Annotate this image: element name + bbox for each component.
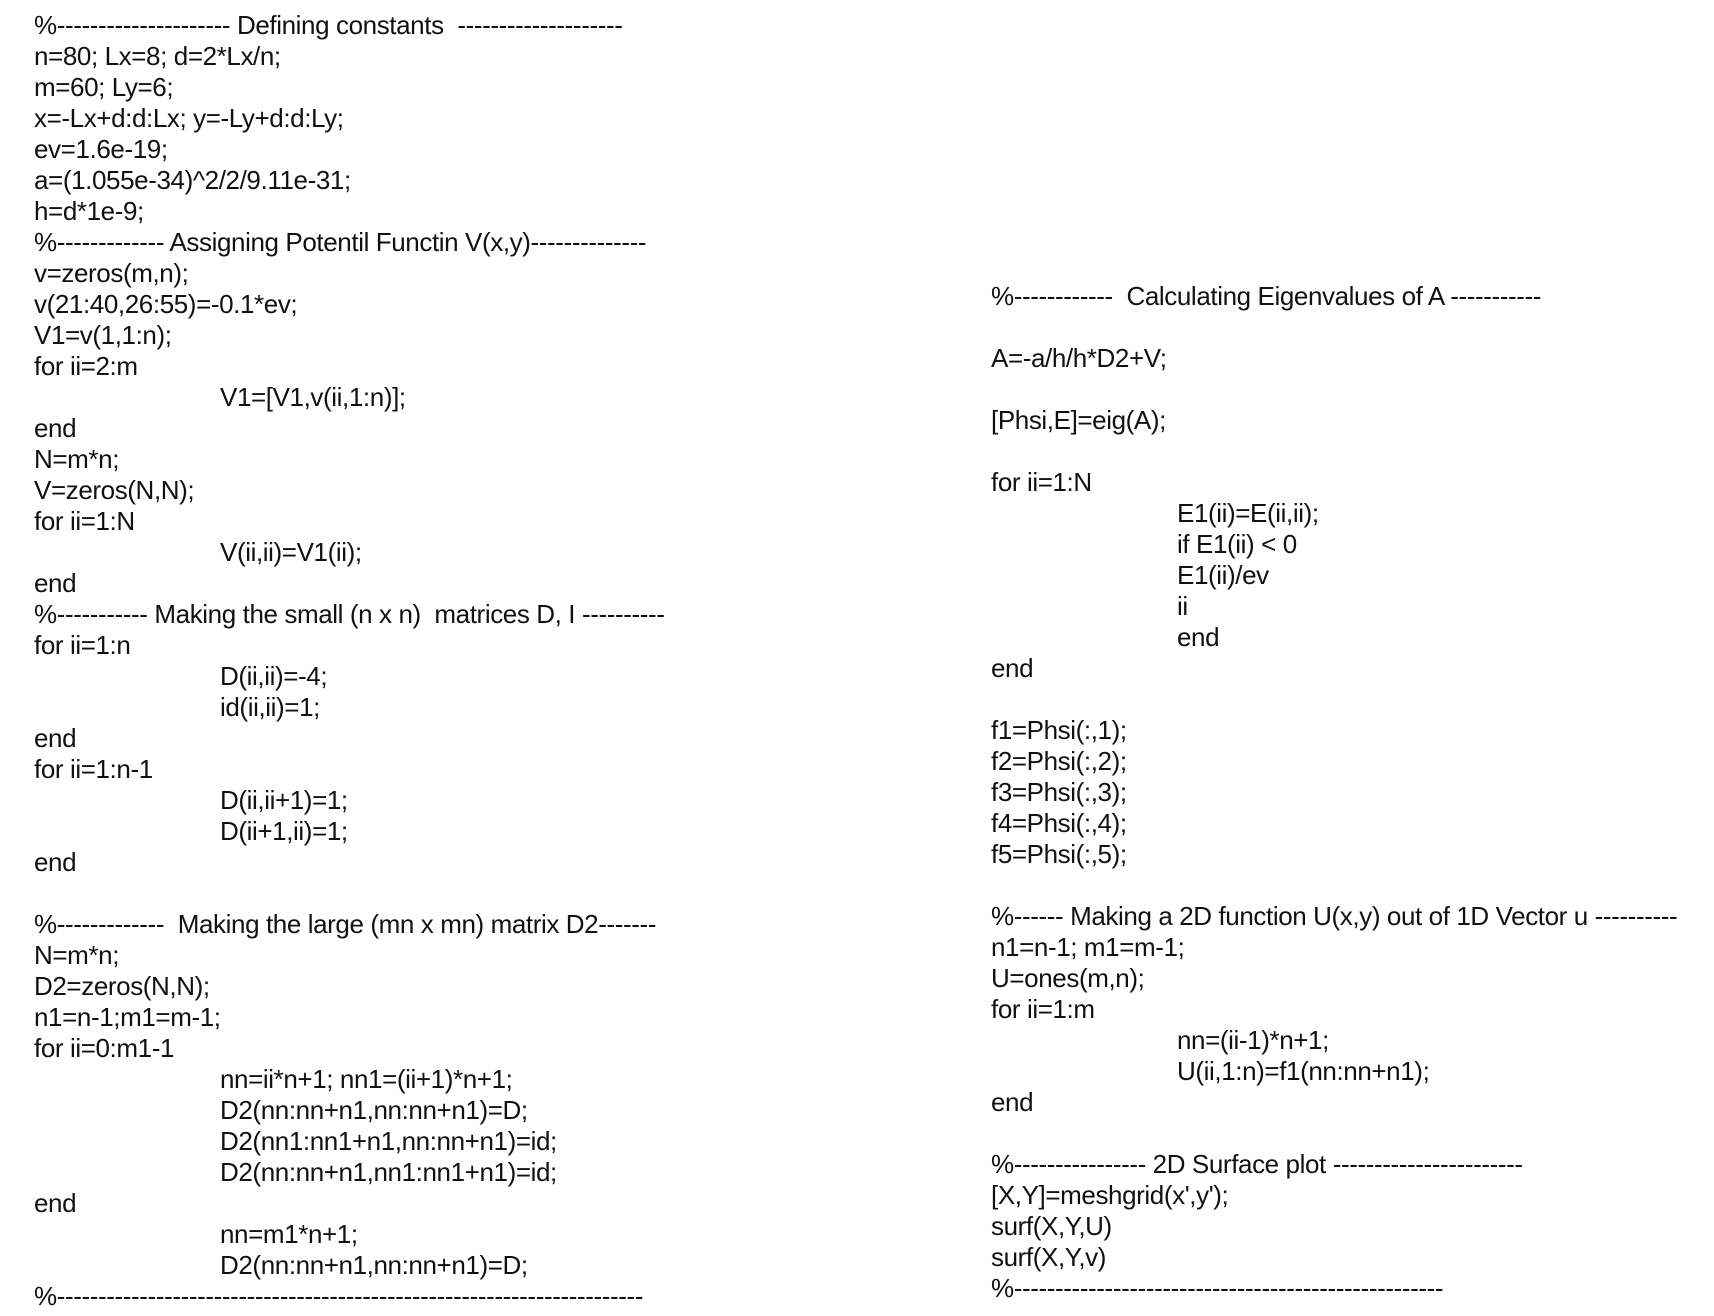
code-line: U=ones(m,n); xyxy=(991,963,1145,993)
code-line: m=60; Ly=6; xyxy=(34,72,174,102)
code-line: f4=Phsi(:,4); xyxy=(991,808,1127,838)
code-line-comment: %------------- Making the large (mn x mn) matrix D2------- xyxy=(34,909,657,939)
code-line: n=80; Lx=8; d=2*Lx/n; xyxy=(34,41,281,71)
code-line: N=m*n; xyxy=(34,444,120,474)
code-line: A=-a/h/h*D2+V; xyxy=(991,343,1167,373)
code-line: end xyxy=(34,413,77,443)
code-line: a=(1.055e-34)^2/2/9.11e-31; xyxy=(34,165,351,195)
code-line: h=d*1e-9; xyxy=(34,196,144,226)
code-line: for ii=1:m xyxy=(991,994,1095,1024)
code-line-comment: %------ Making a 2D function U(x,y) out of 1D Vector u ---------- xyxy=(991,901,1678,931)
code-line: E1(ii)=E(ii,ii); xyxy=(1177,498,1319,528)
code-line: end xyxy=(34,847,77,877)
code-line: for ii=1:N xyxy=(34,506,135,536)
code-line-comment: %--------------------- Defining constants -------------------- xyxy=(34,10,623,40)
code-line: D2(nn:nn+n1,nn:nn+n1)=D; xyxy=(220,1250,528,1280)
code-line: ev=1.6e-19; xyxy=(34,134,168,164)
code-line-comment: %------------ Calculating Eigenvalues of A ----------- xyxy=(991,281,1542,311)
code-line: N=m*n; xyxy=(34,940,120,970)
code-line: D2=zeros(N,N); xyxy=(34,971,210,1001)
code-line: n1=n-1;m1=m-1; xyxy=(34,1002,221,1032)
code-line: E1(ii)/ev xyxy=(1177,560,1269,590)
code-line: end xyxy=(991,1087,1034,1117)
code-line: f1=Phsi(:,1); xyxy=(991,715,1127,745)
code-line: for ii=1:n xyxy=(34,630,131,660)
code-line: for ii=0:m1-1 xyxy=(34,1033,175,1063)
code-line: f2=Phsi(:,2); xyxy=(991,746,1127,776)
code-line: U(ii,1:n)=f1(nn:nn+n1); xyxy=(1177,1056,1430,1086)
code-line-comment: %----------------------------------------------------------------------- xyxy=(34,1281,644,1311)
code-line-comment: %------------- Assigning Potentil Functin V(x,y)-------------- xyxy=(34,227,647,257)
code-line: for ii=2:m xyxy=(34,351,138,381)
code-line: D2(nn:nn+n1,nn1:nn1+n1)=id; xyxy=(220,1157,557,1187)
code-line: V1=[V1,v(ii,1:n)]; xyxy=(220,382,406,412)
code-line: D2(nn1:nn1+n1,nn:nn+n1)=id; xyxy=(220,1126,557,1156)
code-line: for ii=1:N xyxy=(991,467,1092,497)
code-line: V(ii,ii)=V1(ii); xyxy=(220,537,362,567)
code-line: f5=Phsi(:,5); xyxy=(991,839,1127,869)
code-line: surf(X,Y,v) xyxy=(991,1242,1107,1272)
code-line: [X,Y]=meshgrid(x',y'); xyxy=(991,1180,1229,1210)
code-line: ii xyxy=(1177,591,1188,621)
code-line: x=-Lx+d:d:Lx; y=-Ly+d:d:Ly; xyxy=(34,103,344,133)
code-line: v(21:40,26:55)=-0.1*ev; xyxy=(34,289,298,319)
code-line: D(ii,ii)=-4; xyxy=(220,661,328,691)
code-line: [Phsi,E]=eig(A); xyxy=(991,405,1166,435)
code-line: if E1(ii) < 0 xyxy=(1177,529,1297,559)
code-line: id(ii,ii)=1; xyxy=(220,692,320,722)
code-line-comment: %---------------------------------------------------- xyxy=(991,1273,1444,1303)
code-line: D(ii,ii+1)=1; xyxy=(220,785,348,815)
code-line-comment: %----------- Making the small (n x n) matrices D, I ---------- xyxy=(34,599,665,629)
code-line: end xyxy=(1177,622,1220,652)
code-line: nn=m1*n+1; xyxy=(220,1219,358,1249)
code-line: end xyxy=(34,1188,77,1218)
code-line: V=zeros(N,N); xyxy=(34,475,195,505)
code-line: D2(nn:nn+n1,nn:nn+n1)=D; xyxy=(220,1095,528,1125)
code-line: end xyxy=(34,723,77,753)
code-line: nn=(ii-1)*n+1; xyxy=(1177,1025,1329,1055)
code-line: for ii=1:n-1 xyxy=(34,754,153,784)
code-line: f3=Phsi(:,3); xyxy=(991,777,1127,807)
code-line: end xyxy=(991,653,1034,683)
code-line: end xyxy=(34,568,77,598)
code-line: nn=ii*n+1; nn1=(ii+1)*n+1; xyxy=(220,1064,513,1094)
code-line: v=zeros(m,n); xyxy=(34,258,189,288)
code-line: n1=n-1; m1=m-1; xyxy=(991,932,1185,962)
code-line-comment: %---------------- 2D Surface plot ----------------------- xyxy=(991,1149,1523,1179)
code-line: surf(X,Y,U) xyxy=(991,1211,1112,1241)
code-line: V1=v(1,1:n); xyxy=(34,320,172,350)
code-line: D(ii+1,ii)=1; xyxy=(220,816,348,846)
